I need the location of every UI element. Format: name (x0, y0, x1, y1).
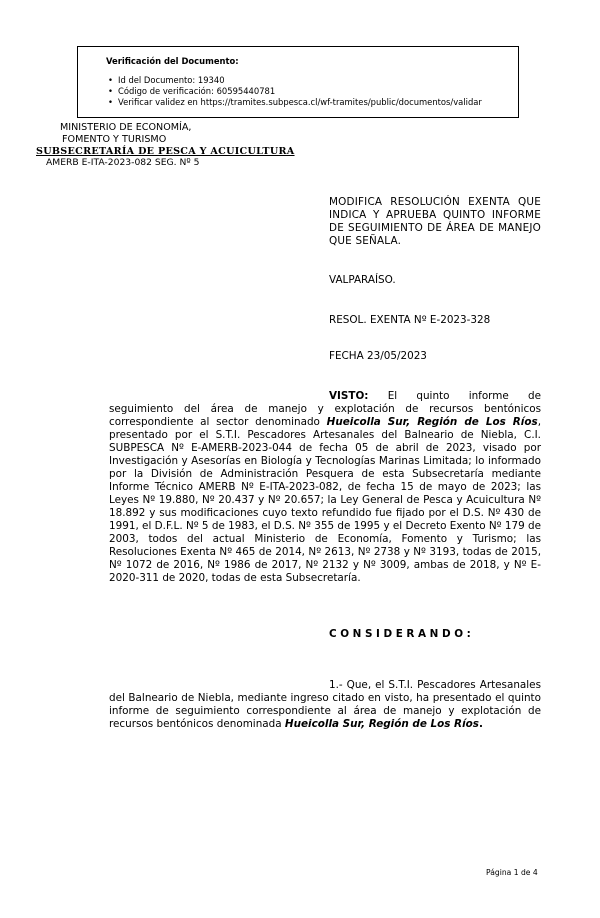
ministry-name: MINISTERIO DE ECONOMÍA, (60, 122, 192, 133)
resolution-number: RESOL. EXENTA Nº E-2023-328 (329, 314, 491, 326)
visto-text-a: El quinto informe de seguimiento del área de manejo y explotación de recursos bentónicos correspondiente al sector denominado (109, 390, 541, 428)
resolution-city: VALPARAÍSO. (329, 274, 396, 286)
verification-box (77, 46, 519, 118)
visto-sector: Hueicolla Sur, Región de Los Ríos (326, 416, 538, 428)
subsecretaria-name: SUBSECRETARÍA DE PESCA Y ACUICULTURA (36, 146, 295, 157)
visto-paragraph (109, 390, 541, 585)
verification-title: Verificación del Documento: (106, 56, 239, 66)
considerando-1-sector: Hueicolla Sur, Región de Los Ríos (284, 718, 479, 730)
resolution-title: MODIFICA RESOLUCIÓN EXENTA QUE INDICA Y APRUEBA QUINTO INFORME DE SEGUIMIENTO DE ÁREA DE MANEJO QUE SEÑALA. (329, 196, 541, 247)
considerando-heading: CONSIDERANDO: (329, 628, 475, 640)
ministry-subtitle: FOMENTO Y TURISMO (62, 134, 167, 145)
considerando-1-text: 1.- Que, el S.T.I. Pescadores Artesanales del Balneario de Niebla, mediante ingreso citado en visto, ha presentado el quinto informe de seguimiento correspondiente al área de manejo y explotación de recursos bentónicos denominada (109, 679, 541, 730)
verification-code: • Código de verificación: 60595440781 (106, 86, 482, 97)
verification-list (106, 75, 482, 108)
verification-url[interactable]: • Verificar validez en https://tramites.subpesca.cl/wf-tramites/public/documentos/validar (106, 97, 482, 108)
visto-label: VISTO: (329, 390, 369, 402)
considerando-paragraph-1 (109, 679, 541, 731)
document-reference: AMERB E-ITA-2023-082 SEG. Nº 5 (46, 157, 200, 168)
page-number: Página 1 de 4 (486, 868, 538, 877)
resolution-date: FECHA 23/05/2023 (329, 350, 427, 362)
verification-document-id: • Id del Documento: 19340 (106, 75, 482, 86)
considerando-1-end: . (478, 718, 483, 730)
visto-text-b: , presentado por el S.T.I. Pescadores Artesanales del Balneario de Niebla, C.I. SUBPESCA Nº E-AMERB-2023-044 de fecha 05 de abril de 2023, visado por Investigación y Asesorías en Biología y Tecnologías Marinas Limitada; lo informado por la División de Administración Pesquera de esta Subsecretaría mediante Informe Técnico AMERB Nº E-ITA-2023-082, de fecha 15 de mayo de 2023; las Leyes Nº 19.880, Nº 20.437 y Nº 20.657; la Ley General de Pesca y Acuicultura Nº 18.892 y sus modificaciones cuyo texto refundido fue fijado por el D.S. Nº 430 de 1991, el D.F.L. Nº 5 de 1983, el D.S. Nº 355 de 1995 y el Decreto Exento Nº 179 de 2003, todos del actual Ministerio de Economía, Fomento y Turismo; las Resoluciones Exenta Nº 465 de 2014, Nº 2613, Nº 2738 y Nº 3193, todas de 2015, Nº 1072 de 2016, Nº 1986 de 2017, Nº 2132 y Nº 3009, ambas de 2018, y Nº E-2020-311 de 2020, todas de esta Subsecretaría. (109, 416, 542, 584)
